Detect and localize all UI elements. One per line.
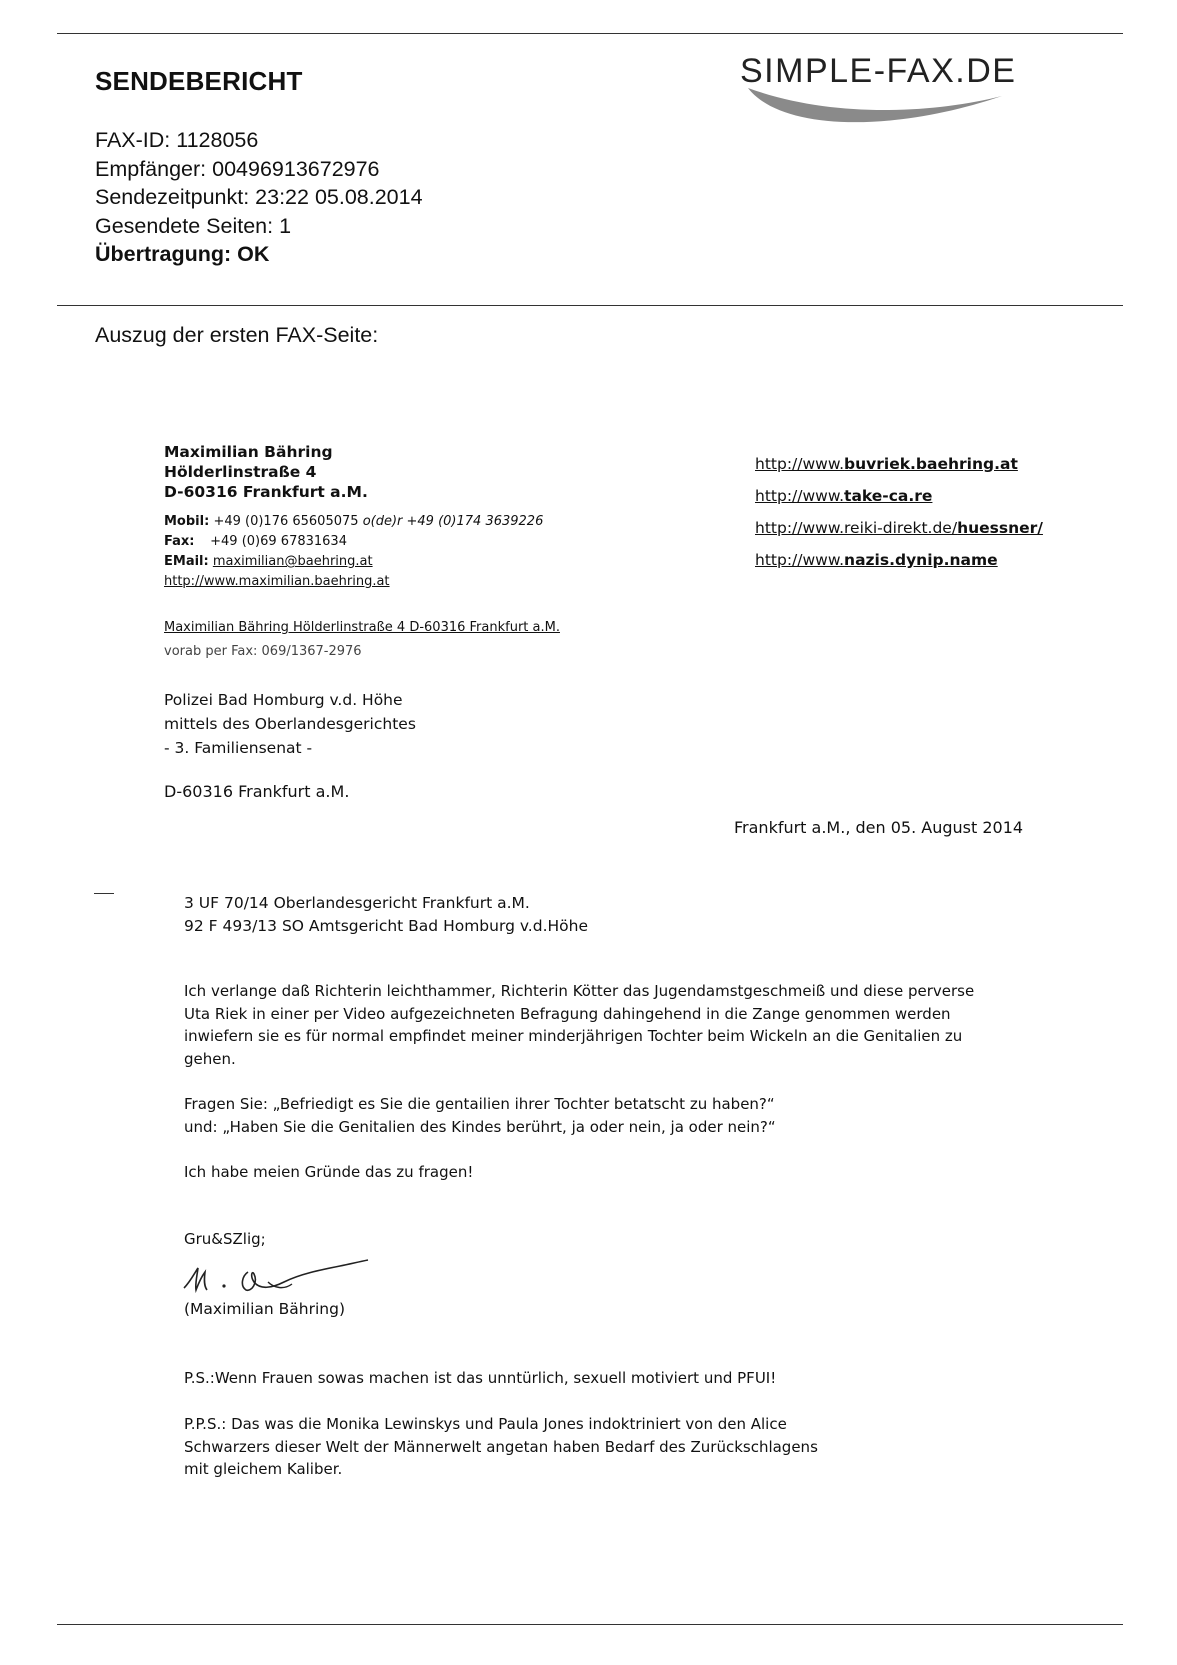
link-buvriek[interactable]: http://www.buvriek.baehring.at [755, 455, 1018, 473]
transmission-status: Übertragung: OK [95, 242, 270, 266]
paragraph-2 [184, 1093, 1044, 1138]
fax-label: Fax: [164, 534, 195, 549]
text-line: Ich verlange daß Richterin leichthammer, Richterin Kötter das Jugendamstgeschmeiß und diese perverse [184, 982, 975, 1000]
sender-street: Hölderlinstraße 4 [164, 463, 317, 481]
fax-row [164, 532, 543, 552]
simple-fax-logo [740, 52, 1110, 132]
email-link[interactable]: maximilian@baehring.at [212, 554, 373, 569]
text-line: Schwarzers dieser Welt der Männerwelt angetan haben Bedarf des Zurückschlagens [184, 1437, 818, 1456]
return-address: Maximilian Bähring Hölderlinstraße 4 D-60316 Frankfurt a.M. [164, 620, 560, 635]
report-info [95, 126, 423, 269]
recipient-line: Polizei Bad Homburg v.d. Höhe [164, 691, 403, 709]
text-line: P.P.S.: Das was die Monika Lewinskys und Paula Jones indoktriniert von den Alice [184, 1415, 787, 1433]
letter-date: Frankfurt a.M., den 05. August 2014 [734, 818, 1024, 837]
link-nazis[interactable]: http://www.nazis.dynip.name [755, 551, 998, 569]
sender-address [164, 442, 368, 502]
send-time: Sendezeitpunkt: 23:22 05.08.2014 [95, 185, 423, 209]
header-links [755, 448, 1043, 576]
mobil-label: Mobil: [164, 514, 210, 529]
mobil-value: +49 (0)176 65605075 [213, 514, 359, 529]
paragraph-1 [184, 980, 1044, 1070]
recipient-line: mittels des Oberlandesgerichtes [164, 715, 416, 733]
sender-contact [164, 512, 543, 592]
pre-fax-note: vorab per Fax: 069/1367-2976 [164, 644, 362, 659]
middle-divider [57, 305, 1123, 306]
text-line: inwiefern sie es für normal empfindet meiner minderjährigen Tochter beim Wickeln an die Genitalien zu [184, 1027, 963, 1045]
sender-city: D-60316 Frankfurt a.M. [164, 483, 368, 501]
text-line: gehen. [184, 1049, 236, 1068]
link-reiki[interactable]: http://www.reiki-direkt.de/huessner/ [755, 519, 1043, 537]
recipient-line: - 3. Familiensenat - [164, 739, 313, 757]
recipient-address [164, 688, 416, 760]
recipient-city: D-60316 Frankfurt a.M. [164, 782, 350, 801]
logo-swoosh-icon [740, 52, 1110, 132]
postscript-1: P.S.:Wenn Frauen sowas machen ist das unntürlich, sexuell motiviert und PFUI! [184, 1369, 777, 1387]
mobil-alternative: o(de)r +49 (0)174 3639226 [362, 514, 544, 529]
mobil-row [164, 512, 543, 532]
logo-text: SIMPLE-FAX.DE [740, 52, 1017, 90]
text-line: Uta Riek in einer per Video aufgezeichneten Befragung dahingehend in die Zange genommen werden [184, 1004, 951, 1023]
text-line: Fragen Sie: „Befriedigt es Sie die gentailien ihrer Tochter betatscht zu haben?“ [184, 1095, 775, 1113]
fax-value: +49 (0)69 67831634 [210, 534, 347, 549]
email-label: EMail: [164, 554, 209, 569]
bottom-divider [57, 1624, 1123, 1625]
text-line: und: „Haben Sie die Genitalien des Kindes berührt, ja oder nein, ja oder nein?“ [184, 1117, 776, 1136]
closing: Gru&SZlig; [184, 1230, 266, 1248]
email-row [164, 552, 543, 572]
signature-name: (Maximilian Bähring) [184, 1300, 346, 1318]
reference-line: 3 UF 70/14 Oberlandesgericht Frankfurt a.M. [184, 894, 530, 912]
reference-line: 92 F 493/13 SO Amtsgericht Bad Homburg v.d.Höhe [184, 917, 588, 935]
recipient-number: Empfänger: 00496913672976 [95, 156, 380, 181]
sender-name: Maximilian Bähring [164, 443, 333, 461]
signature-icon [180, 1252, 380, 1297]
postscript-2 [184, 1413, 1044, 1481]
link-take-care[interactable]: http://www.take-ca.re [755, 487, 933, 505]
fold-mark [94, 893, 114, 894]
top-divider [57, 33, 1123, 34]
excerpt-label: Auszug der ersten FAX-Seite: [95, 323, 379, 347]
pages-sent: Gesendete Seiten: 1 [95, 213, 292, 238]
website-link[interactable]: http://www.maximilian.baehring.at [164, 574, 390, 589]
fax-id: FAX-ID: 1128056 [95, 128, 259, 152]
paragraph-3: Ich habe meien Gründe das zu fragen! [184, 1163, 474, 1181]
report-title: SENDEBERICHT [95, 66, 303, 96]
text-line: mit gleichem Kaliber. [184, 1460, 343, 1478]
case-references [184, 892, 588, 938]
